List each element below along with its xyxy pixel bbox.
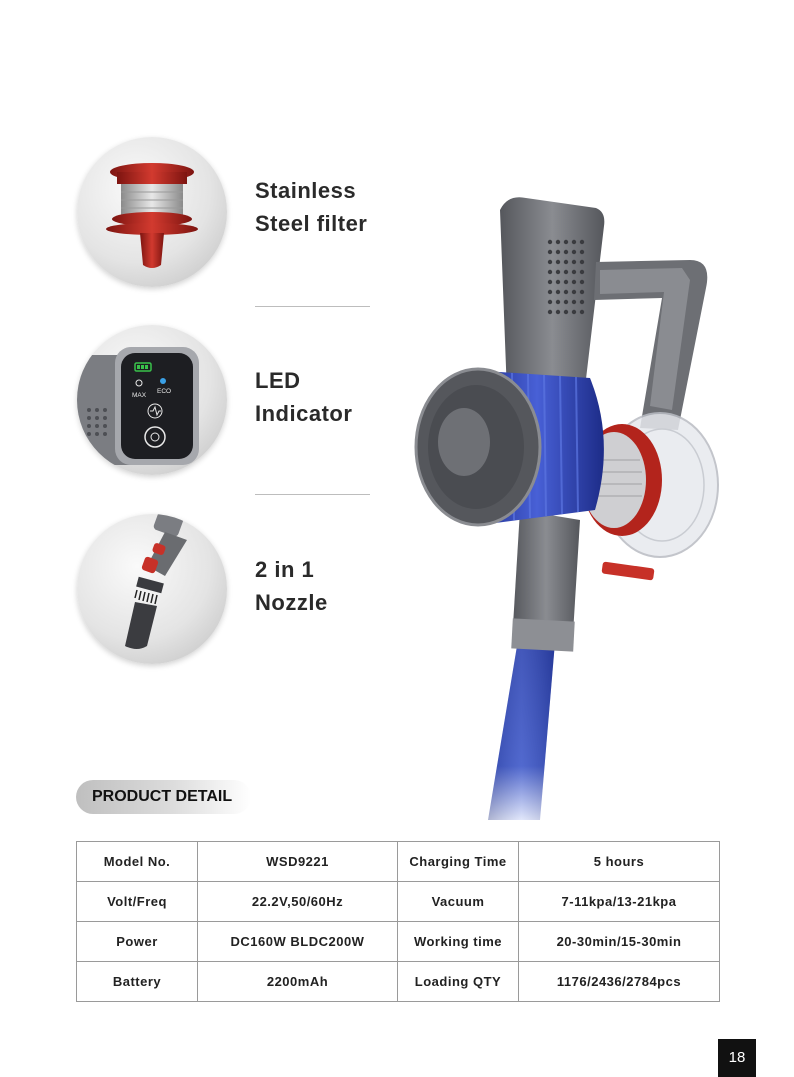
feature-title-line2: Nozzle xyxy=(255,590,328,615)
led-eco-label: ECO xyxy=(157,388,172,395)
spec-value: 7-11kpa/13-21kpa xyxy=(519,882,720,922)
spec-label: Volt/Freq xyxy=(77,882,198,922)
nozzle-icon xyxy=(77,514,227,664)
table-row xyxy=(77,962,720,1002)
spec-label: Vacuum xyxy=(398,882,519,922)
spec-label: Charging Time xyxy=(398,842,519,882)
spec-label: Loading QTY xyxy=(398,962,519,1002)
feature-title-line1: Stainless xyxy=(255,178,357,203)
feature-steel-filter xyxy=(255,174,367,240)
feature-title-line1: LED xyxy=(255,368,301,393)
page-number: 18 xyxy=(718,1039,756,1077)
section-title-pill: PRODUCT DETAIL xyxy=(76,780,251,814)
feature-2in1-nozzle xyxy=(255,553,328,619)
feature-title-line1: 2 in 1 xyxy=(255,557,315,582)
led-panel-icon xyxy=(77,325,227,475)
filter-image xyxy=(77,137,227,287)
divider xyxy=(255,306,370,307)
table-row xyxy=(77,922,720,962)
nozzle-image xyxy=(77,514,227,664)
led-indicator-image xyxy=(77,325,227,475)
divider xyxy=(255,494,370,495)
feature-led-indicator xyxy=(255,364,352,430)
spec-label: Working time xyxy=(398,922,519,962)
spec-value: DC160W BLDC200W xyxy=(198,922,398,962)
spec-value: WSD9221 xyxy=(198,842,398,882)
spec-value: 22.2V,50/60Hz xyxy=(198,882,398,922)
feature-title-line2: Indicator xyxy=(255,401,353,426)
feature-title-line2: Steel filter xyxy=(255,211,368,236)
spec-value: 1176/2436/2784pcs xyxy=(519,962,720,1002)
spec-value: 2200mAh xyxy=(198,962,398,1002)
spec-label: Battery xyxy=(77,962,198,1002)
spec-label: Power xyxy=(77,922,198,962)
filter-icon xyxy=(77,137,227,287)
vacuum-cleaner-illustration xyxy=(400,180,740,820)
spec-value: 5 hours xyxy=(519,842,720,882)
led-max-label: MAX xyxy=(132,392,147,399)
spec-table xyxy=(76,841,720,1002)
spec-label: Model No. xyxy=(77,842,198,882)
spec-value: 20-30min/15-30min xyxy=(519,922,720,962)
table-row xyxy=(77,882,720,922)
table-row xyxy=(77,842,720,882)
